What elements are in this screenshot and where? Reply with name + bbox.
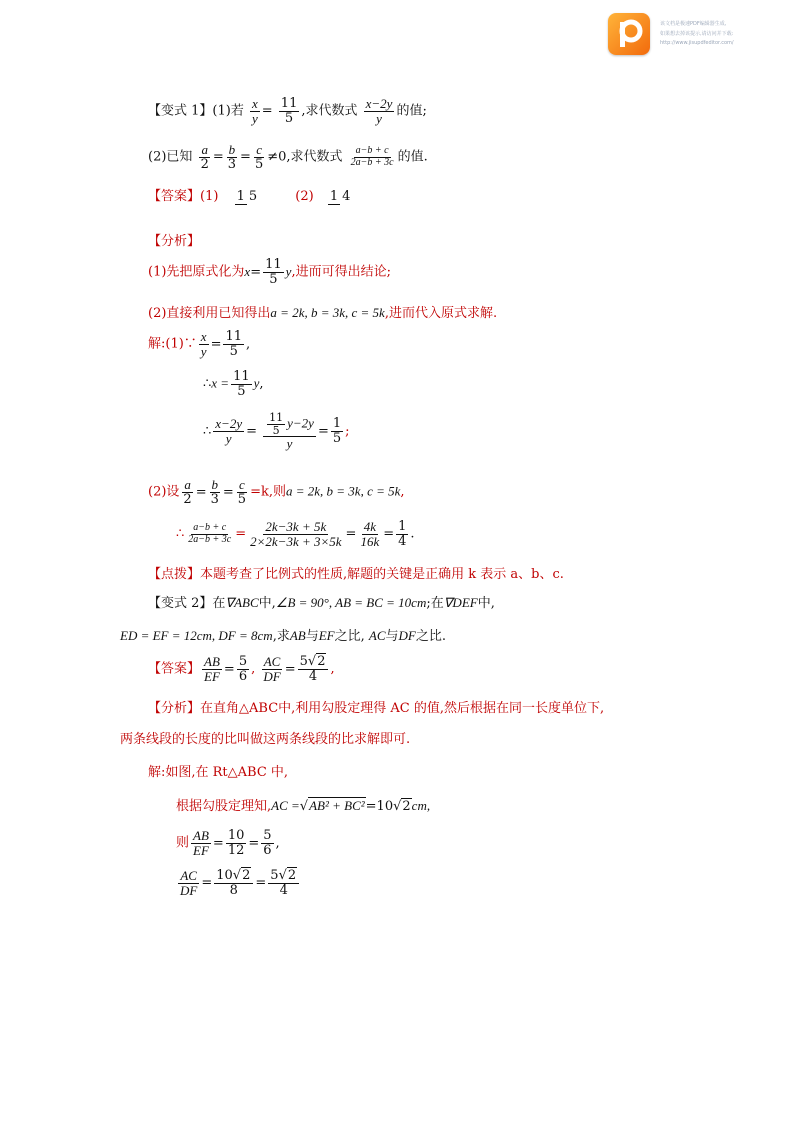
solution1-step1: 解:(1)∵ $\frac{x}{y}$ = $\frac{11}{5}$ , <box>148 329 251 359</box>
solution1-step4: (2)设 $\frac{a}{2}$ = $\frac{b}{3}$ = $\frac{c}{5}$ =k,则a = 2k, b = 3k, c = 5k, <box>148 477 405 507</box>
watermark-line-2: 如果想去掉该提示,请访问并下载: <box>660 31 734 37</box>
tip1: 【点拨】本题考查了比例式的性质,解题的关键是正确用 k 表示 a、b、c. <box>148 567 564 582</box>
solution1-step3: ∴ $\frac{x-2y}{y}$ = $\frac{11}{5}$ y−2y y = $\frac{1}{5}$ ; <box>203 411 350 452</box>
variant2-question-line1: 【变式 2】在∇ABC中,∠B = 90°, AB = BC = 10cm;在∇DEF中, <box>148 595 495 611</box>
pdf-editor-logo <box>608 13 650 55</box>
answer1: 【答案】(1) 1 5 (2) 1 4 <box>148 188 351 204</box>
solution2-step3: 则 $\frac{AB}{EF}$ = $\frac{10}{12}$ = $\frac{5}{6}$ , <box>176 828 280 858</box>
variant1-question-line2: (2)已知 $\frac{a}{2}$ = $\frac{b}{3}$ = $\frac{c}{5}$ ≠0,求代数式 $\frac{a-b + c}{2a-b + 3c}$ 的值. <box>148 142 428 172</box>
variant2-label: 【变式 2】 <box>148 596 213 611</box>
watermark-line-1: 该文档是极速PDF编辑器生成, <box>660 21 727 27</box>
answer1-label: 【答案】 <box>148 189 201 204</box>
variant2-question-line2: ED = EF = 12cm, DF = 8cm,求AB与EF之比, AC与DF之比. <box>120 628 447 644</box>
solution2-step4: $\frac{AC}{DF}$ = $\frac{10√2}{8}$ = $\frac{5√2}{4}$ <box>176 869 301 897</box>
variant1-question-line1: 【变式 1】(1)若 $\frac{x}{y}$ = $\frac{11}{5}$ ,求代数式 $\frac{x-2y}{y}$ 的值; <box>148 96 427 126</box>
answer2: 【答案】 $\frac{AB}{EF}$ = $\frac{5}{6}$ , $\frac{AC}{DF}$ = $\frac{5√2}{4}$ , <box>148 654 335 684</box>
analysis2-line2: 两条线段的长度的比叫做这两条线段的比求解即可. <box>120 732 411 747</box>
analysis1-label: 【分析】 <box>148 234 201 249</box>
analysis2-line1: 【分析】在直角△ABC中,利用勾股定理得 AC 的值,然后根据在同一长度单位下, <box>148 701 605 716</box>
watermark-line-3: http://www.jisupdfeditor.com/ <box>660 40 734 46</box>
solution1-step2: ∴x = $\frac{11}{5}$ y, <box>203 369 264 399</box>
solution2-step1: 解:如图,在 Rt△ABC 中, <box>148 765 289 780</box>
solution2-step2: 根据勾股定理知,AC =√AB² + BC²=10√2cm, <box>176 798 431 814</box>
analysis2-label: 【分析】 <box>148 701 201 716</box>
p-letter-icon <box>608 13 650 55</box>
analysis1-line1: (1)先把原式化为x= $\frac{11}{5}$ y,进而可得出结论; <box>148 257 391 287</box>
tip1-label: 【点拨】 <box>148 567 201 582</box>
answer2-label: 【答案】 <box>148 661 201 677</box>
analysis1-line2: (2)直接利用已知得出a = 2k, b = 3k, c = 5k,进而代入原式求解. <box>148 305 498 321</box>
solution1-step5: ∴ $\frac{a-b + c}{2a-b + 3c}$ = $\frac{2k-3k + 5k}{2\times 2k-3k + 3\times 5k}$ = $\frac{4k}{16k}$ = $\frac{1}{4}$ . <box>176 519 415 549</box>
variant1-label: 【变式 1】 <box>148 103 213 119</box>
